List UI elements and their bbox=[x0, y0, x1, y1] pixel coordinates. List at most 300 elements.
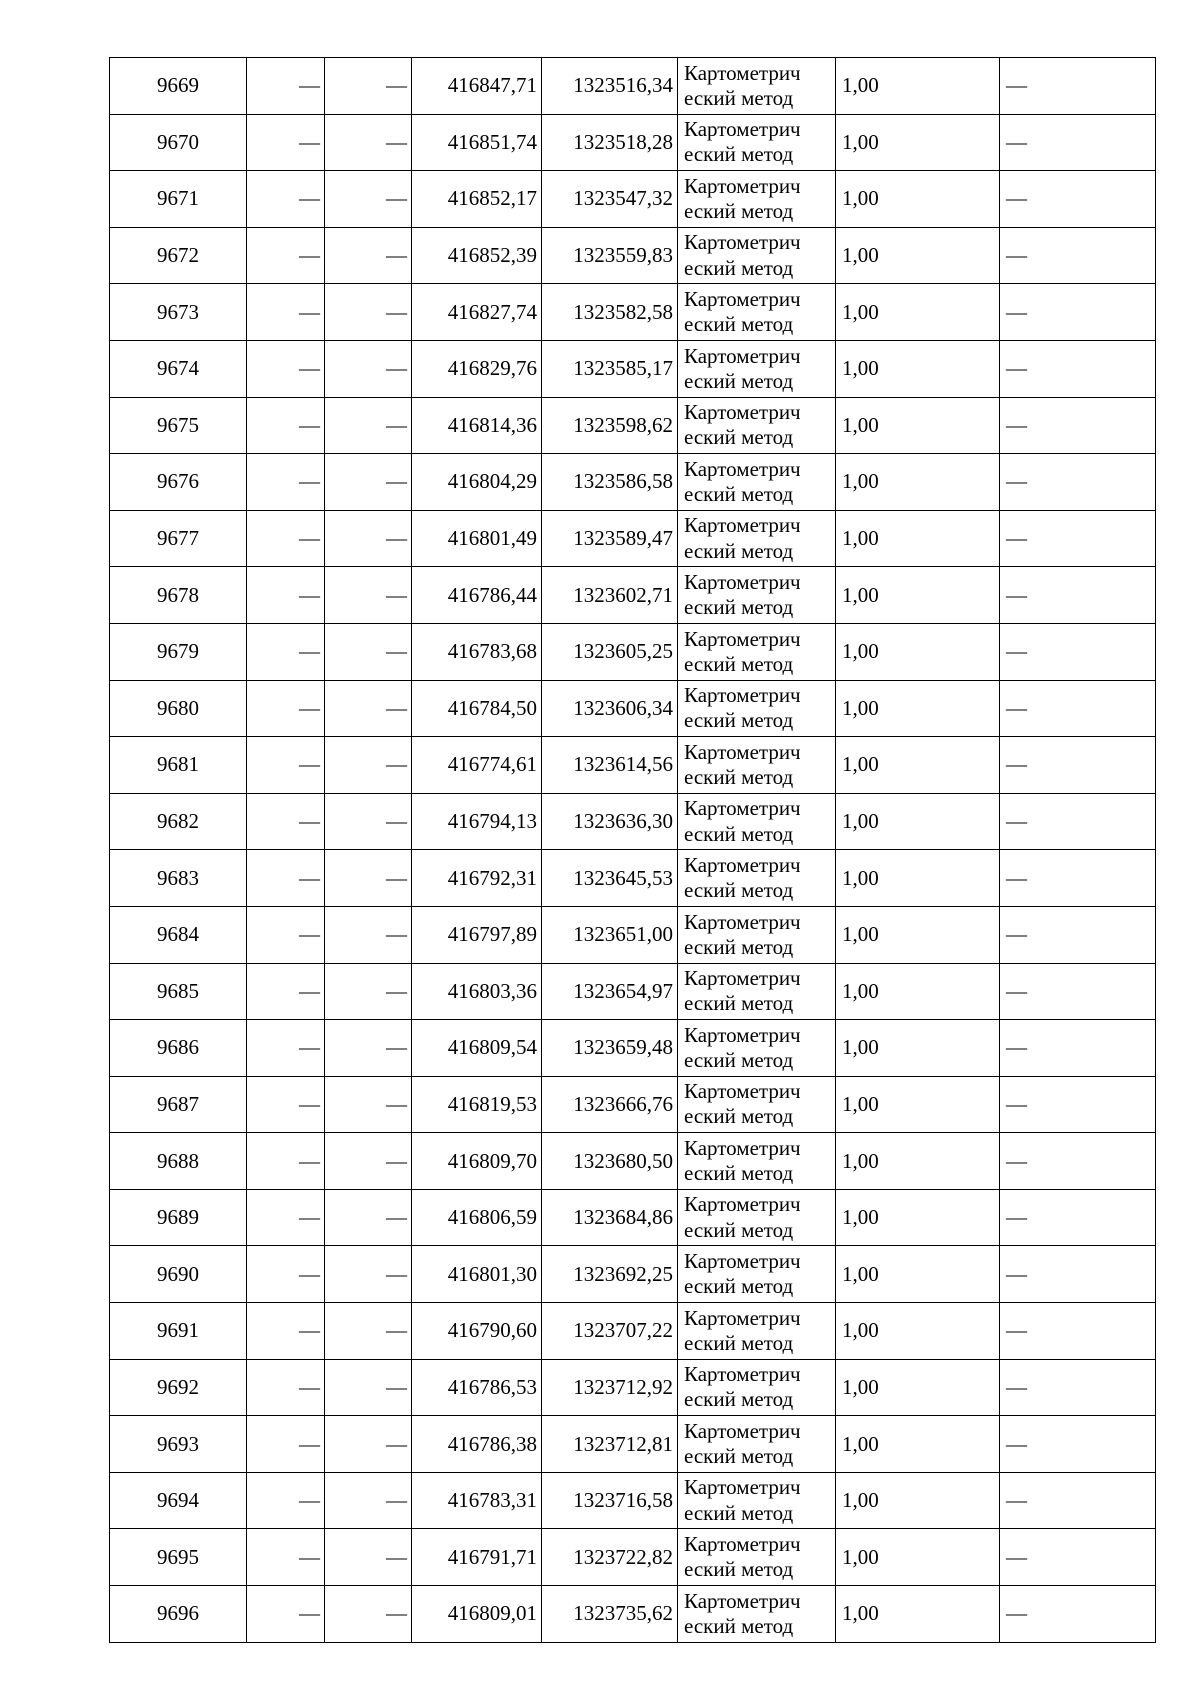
x-coordinate-cell: 416809,70 bbox=[412, 1133, 542, 1190]
table-row bbox=[110, 1020, 1156, 1077]
accuracy-cell: 1,00 bbox=[836, 284, 1000, 341]
accuracy-cell: 1,00 bbox=[836, 510, 1000, 567]
y-coordinate-cell: 1323586,58 bbox=[542, 454, 678, 511]
method-line-2: еский метод bbox=[684, 1217, 794, 1242]
method-cell bbox=[678, 58, 836, 115]
point-number-cell: 9696 bbox=[110, 1586, 247, 1643]
table-row bbox=[110, 680, 1156, 737]
point-number-cell: 9686 bbox=[110, 1020, 247, 1077]
empty-value-cell: — bbox=[247, 58, 325, 115]
method-cell bbox=[678, 623, 836, 680]
empty-value-cell: — bbox=[247, 1020, 325, 1077]
method-line-2: еский метод bbox=[684, 934, 794, 959]
x-coordinate-cell: 416791,71 bbox=[412, 1529, 542, 1586]
point-number-cell: 9678 bbox=[110, 567, 247, 624]
point-number-cell: 9689 bbox=[110, 1189, 247, 1246]
accuracy-cell: 1,00 bbox=[836, 737, 1000, 794]
method-cell bbox=[678, 284, 836, 341]
method-cell bbox=[678, 1076, 836, 1133]
x-coordinate-cell: 416783,68 bbox=[412, 623, 542, 680]
x-coordinate-cell: 416790,60 bbox=[412, 1303, 542, 1360]
table-row bbox=[110, 1416, 1156, 1473]
table-row bbox=[110, 1529, 1156, 1586]
y-coordinate-cell: 1323518,28 bbox=[542, 114, 678, 171]
description-cell: — bbox=[1000, 1359, 1156, 1416]
method-cell bbox=[678, 963, 836, 1020]
x-coordinate-cell: 416797,89 bbox=[412, 906, 542, 963]
table-row bbox=[110, 1246, 1156, 1303]
method-line-2: еский метод bbox=[684, 1500, 794, 1525]
empty-value-cell: — bbox=[325, 1076, 412, 1133]
method-line-2: еский метод bbox=[684, 1557, 794, 1582]
method-line-1: Картометрич bbox=[684, 1249, 801, 1274]
point-number-cell: 9687 bbox=[110, 1076, 247, 1133]
description-cell: — bbox=[1000, 1529, 1156, 1586]
accuracy-cell: 1,00 bbox=[836, 1472, 1000, 1529]
method-line-1: Картометрич bbox=[684, 1022, 801, 1047]
y-coordinate-cell: 1323684,86 bbox=[542, 1189, 678, 1246]
table-row bbox=[110, 58, 1156, 115]
accuracy-cell: 1,00 bbox=[836, 680, 1000, 737]
table-row bbox=[110, 567, 1156, 624]
point-number-cell: 9672 bbox=[110, 227, 247, 284]
table-row bbox=[110, 510, 1156, 567]
table-row bbox=[110, 114, 1156, 171]
empty-value-cell: — bbox=[247, 963, 325, 1020]
description-cell: — bbox=[1000, 1076, 1156, 1133]
point-number-cell: 9691 bbox=[110, 1303, 247, 1360]
accuracy-cell: 1,00 bbox=[836, 1359, 1000, 1416]
method-cell bbox=[678, 1020, 836, 1077]
empty-value-cell: — bbox=[325, 906, 412, 963]
empty-value-cell: — bbox=[247, 454, 325, 511]
description-cell: — bbox=[1000, 1303, 1156, 1360]
table-row bbox=[110, 1076, 1156, 1133]
empty-value-cell: — bbox=[325, 340, 412, 397]
method-line-2: еский метод bbox=[684, 368, 794, 393]
method-line-2: еский метод bbox=[684, 255, 794, 280]
description-cell: — bbox=[1000, 397, 1156, 454]
empty-value-cell: — bbox=[247, 114, 325, 171]
empty-value-cell: — bbox=[325, 623, 412, 680]
method-cell bbox=[678, 1303, 836, 1360]
method-cell bbox=[678, 1189, 836, 1246]
method-cell bbox=[678, 510, 836, 567]
description-cell: — bbox=[1000, 1133, 1156, 1190]
x-coordinate-cell: 416814,36 bbox=[412, 397, 542, 454]
table-row bbox=[110, 171, 1156, 228]
method-line-1: Картометрич bbox=[684, 626, 801, 651]
method-line-2: еский метод bbox=[684, 764, 794, 789]
method-line-2: еский метод bbox=[684, 595, 794, 620]
empty-value-cell: — bbox=[247, 340, 325, 397]
table-row bbox=[110, 1303, 1156, 1360]
method-line-1: Картометрич bbox=[684, 1588, 801, 1613]
accuracy-cell: 1,00 bbox=[836, 171, 1000, 228]
empty-value-cell: — bbox=[325, 1472, 412, 1529]
y-coordinate-cell: 1323585,17 bbox=[542, 340, 678, 397]
x-coordinate-cell: 416827,74 bbox=[412, 284, 542, 341]
method-line-2: еский метод bbox=[684, 1274, 794, 1299]
accuracy-cell: 1,00 bbox=[836, 850, 1000, 907]
point-number-cell: 9669 bbox=[110, 58, 247, 115]
point-number-cell: 9682 bbox=[110, 793, 247, 850]
table-row bbox=[110, 963, 1156, 1020]
point-number-cell: 9695 bbox=[110, 1529, 247, 1586]
method-cell bbox=[678, 850, 836, 907]
method-cell bbox=[678, 1472, 836, 1529]
description-cell: — bbox=[1000, 567, 1156, 624]
x-coordinate-cell: 416847,71 bbox=[412, 58, 542, 115]
method-line-2: еский метод bbox=[684, 708, 794, 733]
method-cell bbox=[678, 1359, 836, 1416]
method-line-2: еский метод bbox=[684, 85, 794, 110]
empty-value-cell: — bbox=[325, 963, 412, 1020]
point-number-cell: 9675 bbox=[110, 397, 247, 454]
y-coordinate-cell: 1323680,50 bbox=[542, 1133, 678, 1190]
description-cell: — bbox=[1000, 114, 1156, 171]
point-number-cell: 9683 bbox=[110, 850, 247, 907]
method-cell bbox=[678, 567, 836, 624]
table-row bbox=[110, 1472, 1156, 1529]
empty-value-cell: — bbox=[325, 850, 412, 907]
empty-value-cell: — bbox=[325, 680, 412, 737]
empty-value-cell: — bbox=[325, 1303, 412, 1360]
point-number-cell: 9690 bbox=[110, 1246, 247, 1303]
method-cell bbox=[678, 1416, 836, 1473]
empty-value-cell: — bbox=[247, 1133, 325, 1190]
method-line-1: Картометрич bbox=[684, 796, 801, 821]
point-number-cell: 9681 bbox=[110, 737, 247, 794]
table-body bbox=[110, 58, 1156, 1643]
empty-value-cell: — bbox=[247, 737, 325, 794]
description-cell: — bbox=[1000, 171, 1156, 228]
accuracy-cell: 1,00 bbox=[836, 963, 1000, 1020]
point-number-cell: 9677 bbox=[110, 510, 247, 567]
method-line-1: Картометрич bbox=[684, 909, 801, 934]
method-cell bbox=[678, 1246, 836, 1303]
method-line-1: Картометрич bbox=[684, 966, 801, 991]
x-coordinate-cell: 416809,54 bbox=[412, 1020, 542, 1077]
method-cell bbox=[678, 114, 836, 171]
table-row bbox=[110, 454, 1156, 511]
description-cell: — bbox=[1000, 1472, 1156, 1529]
description-cell: — bbox=[1000, 284, 1156, 341]
description-cell: — bbox=[1000, 793, 1156, 850]
table-row bbox=[110, 906, 1156, 963]
method-cell bbox=[678, 1586, 836, 1643]
accuracy-cell: 1,00 bbox=[836, 397, 1000, 454]
table-row bbox=[110, 227, 1156, 284]
y-coordinate-cell: 1323692,25 bbox=[542, 1246, 678, 1303]
table-row bbox=[110, 340, 1156, 397]
method-line-2: еский метод bbox=[684, 1161, 794, 1186]
method-line-2: еский метод bbox=[684, 425, 794, 450]
accuracy-cell: 1,00 bbox=[836, 58, 1000, 115]
empty-value-cell: — bbox=[247, 1472, 325, 1529]
empty-value-cell: — bbox=[325, 284, 412, 341]
empty-value-cell: — bbox=[325, 114, 412, 171]
accuracy-cell: 1,00 bbox=[836, 1529, 1000, 1586]
x-coordinate-cell: 416792,31 bbox=[412, 850, 542, 907]
accuracy-cell: 1,00 bbox=[836, 793, 1000, 850]
point-number-cell: 9673 bbox=[110, 284, 247, 341]
empty-value-cell: — bbox=[247, 1303, 325, 1360]
method-line-2: еский метод bbox=[684, 1104, 794, 1129]
y-coordinate-cell: 1323712,81 bbox=[542, 1416, 678, 1473]
method-line-2: еский метод bbox=[684, 312, 794, 337]
y-coordinate-cell: 1323547,32 bbox=[542, 171, 678, 228]
x-coordinate-cell: 416803,36 bbox=[412, 963, 542, 1020]
method-line-2: еский метод bbox=[684, 1444, 794, 1469]
x-coordinate-cell: 416819,53 bbox=[412, 1076, 542, 1133]
x-coordinate-cell: 416786,53 bbox=[412, 1359, 542, 1416]
method-line-2: еский метод bbox=[684, 142, 794, 167]
empty-value-cell: — bbox=[325, 793, 412, 850]
method-line-2: еский метод bbox=[684, 878, 794, 903]
y-coordinate-cell: 1323735,62 bbox=[542, 1586, 678, 1643]
x-coordinate-cell: 416774,61 bbox=[412, 737, 542, 794]
method-cell bbox=[678, 340, 836, 397]
y-coordinate-cell: 1323614,56 bbox=[542, 737, 678, 794]
y-coordinate-cell: 1323598,62 bbox=[542, 397, 678, 454]
y-coordinate-cell: 1323722,82 bbox=[542, 1529, 678, 1586]
empty-value-cell: — bbox=[247, 284, 325, 341]
table-row bbox=[110, 623, 1156, 680]
method-line-1: Картометрич bbox=[684, 739, 801, 764]
accuracy-cell: 1,00 bbox=[836, 906, 1000, 963]
description-cell: — bbox=[1000, 1246, 1156, 1303]
description-cell: — bbox=[1000, 454, 1156, 511]
method-line-1: Картометрич bbox=[684, 1532, 801, 1557]
method-line-1: Картометрич bbox=[684, 1475, 801, 1500]
empty-value-cell: — bbox=[247, 397, 325, 454]
empty-value-cell: — bbox=[247, 510, 325, 567]
method-cell bbox=[678, 1529, 836, 1586]
method-cell bbox=[678, 906, 836, 963]
description-cell: — bbox=[1000, 1416, 1156, 1473]
y-coordinate-cell: 1323712,92 bbox=[542, 1359, 678, 1416]
empty-value-cell: — bbox=[247, 793, 325, 850]
x-coordinate-cell: 416794,13 bbox=[412, 793, 542, 850]
method-line-1: Картометрич bbox=[684, 513, 801, 538]
empty-value-cell: — bbox=[325, 1529, 412, 1586]
method-line-1: Картометрич bbox=[684, 569, 801, 594]
method-line-1: Картометрич bbox=[684, 1418, 801, 1443]
description-cell: — bbox=[1000, 1586, 1156, 1643]
method-line-1: Картометрич bbox=[684, 852, 801, 877]
empty-value-cell: — bbox=[325, 454, 412, 511]
accuracy-cell: 1,00 bbox=[836, 1586, 1000, 1643]
description-cell: — bbox=[1000, 623, 1156, 680]
empty-value-cell: — bbox=[247, 1416, 325, 1473]
description-cell: — bbox=[1000, 227, 1156, 284]
empty-value-cell: — bbox=[247, 1359, 325, 1416]
method-line-2: еский метод bbox=[684, 198, 794, 223]
y-coordinate-cell: 1323559,83 bbox=[542, 227, 678, 284]
empty-value-cell: — bbox=[325, 1246, 412, 1303]
method-line-2: еский метод bbox=[684, 991, 794, 1016]
method-line-1: Картометрич bbox=[684, 1135, 801, 1160]
x-coordinate-cell: 416804,29 bbox=[412, 454, 542, 511]
description-cell: — bbox=[1000, 58, 1156, 115]
empty-value-cell: — bbox=[247, 567, 325, 624]
description-cell: — bbox=[1000, 1189, 1156, 1246]
accuracy-cell: 1,00 bbox=[836, 227, 1000, 284]
point-number-cell: 9693 bbox=[110, 1416, 247, 1473]
x-coordinate-cell: 416801,49 bbox=[412, 510, 542, 567]
x-coordinate-cell: 416786,38 bbox=[412, 1416, 542, 1473]
point-number-cell: 9692 bbox=[110, 1359, 247, 1416]
description-cell: — bbox=[1000, 510, 1156, 567]
empty-value-cell: — bbox=[325, 58, 412, 115]
description-cell: — bbox=[1000, 906, 1156, 963]
empty-value-cell: — bbox=[325, 567, 412, 624]
method-line-2: еский метод bbox=[684, 821, 794, 846]
point-number-cell: 9684 bbox=[110, 906, 247, 963]
description-cell: — bbox=[1000, 737, 1156, 794]
method-cell bbox=[678, 397, 836, 454]
empty-value-cell: — bbox=[247, 623, 325, 680]
x-coordinate-cell: 416786,44 bbox=[412, 567, 542, 624]
y-coordinate-cell: 1323707,22 bbox=[542, 1303, 678, 1360]
point-number-cell: 9679 bbox=[110, 623, 247, 680]
empty-value-cell: — bbox=[247, 1189, 325, 1246]
empty-value-cell: — bbox=[325, 397, 412, 454]
y-coordinate-cell: 1323659,48 bbox=[542, 1020, 678, 1077]
empty-value-cell: — bbox=[247, 171, 325, 228]
empty-value-cell: — bbox=[247, 850, 325, 907]
method-line-1: Картометрич bbox=[684, 400, 801, 425]
y-coordinate-cell: 1323666,76 bbox=[542, 1076, 678, 1133]
method-line-2: еский метод bbox=[684, 538, 794, 563]
table-row bbox=[110, 737, 1156, 794]
table-row bbox=[110, 850, 1156, 907]
x-coordinate-cell: 416851,74 bbox=[412, 114, 542, 171]
table-row bbox=[110, 284, 1156, 341]
accuracy-cell: 1,00 bbox=[836, 1076, 1000, 1133]
empty-value-cell: — bbox=[247, 1246, 325, 1303]
point-number-cell: 9685 bbox=[110, 963, 247, 1020]
accuracy-cell: 1,00 bbox=[836, 623, 1000, 680]
empty-value-cell: — bbox=[325, 171, 412, 228]
method-line-2: еский метод bbox=[684, 1613, 794, 1638]
accuracy-cell: 1,00 bbox=[836, 1416, 1000, 1473]
empty-value-cell: — bbox=[325, 1416, 412, 1473]
y-coordinate-cell: 1323516,34 bbox=[542, 58, 678, 115]
y-coordinate-cell: 1323582,58 bbox=[542, 284, 678, 341]
description-cell: — bbox=[1000, 340, 1156, 397]
empty-value-cell: — bbox=[325, 510, 412, 567]
y-coordinate-cell: 1323589,47 bbox=[542, 510, 678, 567]
table-row bbox=[110, 1133, 1156, 1190]
y-coordinate-cell: 1323602,71 bbox=[542, 567, 678, 624]
x-coordinate-cell: 416806,59 bbox=[412, 1189, 542, 1246]
method-line-1: Картометрич bbox=[684, 1305, 801, 1330]
table-row bbox=[110, 1586, 1156, 1643]
y-coordinate-cell: 1323651,00 bbox=[542, 906, 678, 963]
point-number-cell: 9680 bbox=[110, 680, 247, 737]
method-line-2: еский метод bbox=[684, 481, 794, 506]
x-coordinate-cell: 416809,01 bbox=[412, 1586, 542, 1643]
method-line-1: Картометрич bbox=[684, 117, 801, 142]
method-line-1: Картометрич bbox=[684, 1079, 801, 1104]
point-number-cell: 9676 bbox=[110, 454, 247, 511]
point-number-cell: 9671 bbox=[110, 171, 247, 228]
empty-value-cell: — bbox=[247, 227, 325, 284]
empty-value-cell: — bbox=[325, 737, 412, 794]
method-line-1: Картометрич bbox=[684, 456, 801, 481]
point-number-cell: 9670 bbox=[110, 114, 247, 171]
table-row bbox=[110, 1359, 1156, 1416]
method-cell bbox=[678, 680, 836, 737]
accuracy-cell: 1,00 bbox=[836, 567, 1000, 624]
y-coordinate-cell: 1323645,53 bbox=[542, 850, 678, 907]
method-line-2: еский метод bbox=[684, 1330, 794, 1355]
empty-value-cell: — bbox=[325, 1189, 412, 1246]
table-row bbox=[110, 1189, 1156, 1246]
empty-value-cell: — bbox=[325, 1586, 412, 1643]
empty-value-cell: — bbox=[247, 680, 325, 737]
accuracy-cell: 1,00 bbox=[836, 114, 1000, 171]
method-line-2: еский метод bbox=[684, 1047, 794, 1072]
empty-value-cell: — bbox=[325, 1359, 412, 1416]
description-cell: — bbox=[1000, 963, 1156, 1020]
x-coordinate-cell: 416829,76 bbox=[412, 340, 542, 397]
coordinates-table bbox=[109, 57, 1156, 1643]
accuracy-cell: 1,00 bbox=[836, 1189, 1000, 1246]
accuracy-cell: 1,00 bbox=[836, 1246, 1000, 1303]
accuracy-cell: 1,00 bbox=[836, 1133, 1000, 1190]
x-coordinate-cell: 416783,31 bbox=[412, 1472, 542, 1529]
point-number-cell: 9688 bbox=[110, 1133, 247, 1190]
point-number-cell: 9674 bbox=[110, 340, 247, 397]
method-line-1: Картометрич bbox=[684, 230, 801, 255]
empty-value-cell: — bbox=[247, 1529, 325, 1586]
method-line-1: Картометрич bbox=[684, 1362, 801, 1387]
empty-value-cell: — bbox=[247, 1586, 325, 1643]
y-coordinate-cell: 1323636,30 bbox=[542, 793, 678, 850]
method-cell bbox=[678, 171, 836, 228]
y-coordinate-cell: 1323654,97 bbox=[542, 963, 678, 1020]
x-coordinate-cell: 416852,39 bbox=[412, 227, 542, 284]
method-cell bbox=[678, 737, 836, 794]
table-row bbox=[110, 793, 1156, 850]
x-coordinate-cell: 416801,30 bbox=[412, 1246, 542, 1303]
description-cell: — bbox=[1000, 680, 1156, 737]
method-cell bbox=[678, 454, 836, 511]
empty-value-cell: — bbox=[247, 1076, 325, 1133]
x-coordinate-cell: 416852,17 bbox=[412, 171, 542, 228]
x-coordinate-cell: 416784,50 bbox=[412, 680, 542, 737]
point-number-cell: 9694 bbox=[110, 1472, 247, 1529]
accuracy-cell: 1,00 bbox=[836, 1020, 1000, 1077]
description-cell: — bbox=[1000, 1020, 1156, 1077]
method-line-1: Картометрич bbox=[684, 683, 801, 708]
y-coordinate-cell: 1323606,34 bbox=[542, 680, 678, 737]
empty-value-cell: — bbox=[325, 227, 412, 284]
method-line-1: Картометрич bbox=[684, 60, 801, 85]
description-cell: — bbox=[1000, 850, 1156, 907]
accuracy-cell: 1,00 bbox=[836, 340, 1000, 397]
accuracy-cell: 1,00 bbox=[836, 454, 1000, 511]
y-coordinate-cell: 1323716,58 bbox=[542, 1472, 678, 1529]
method-cell bbox=[678, 793, 836, 850]
table-row bbox=[110, 397, 1156, 454]
empty-value-cell: — bbox=[325, 1020, 412, 1077]
method-line-1: Картометрич bbox=[684, 343, 801, 368]
method-line-1: Картометрич bbox=[684, 286, 801, 311]
